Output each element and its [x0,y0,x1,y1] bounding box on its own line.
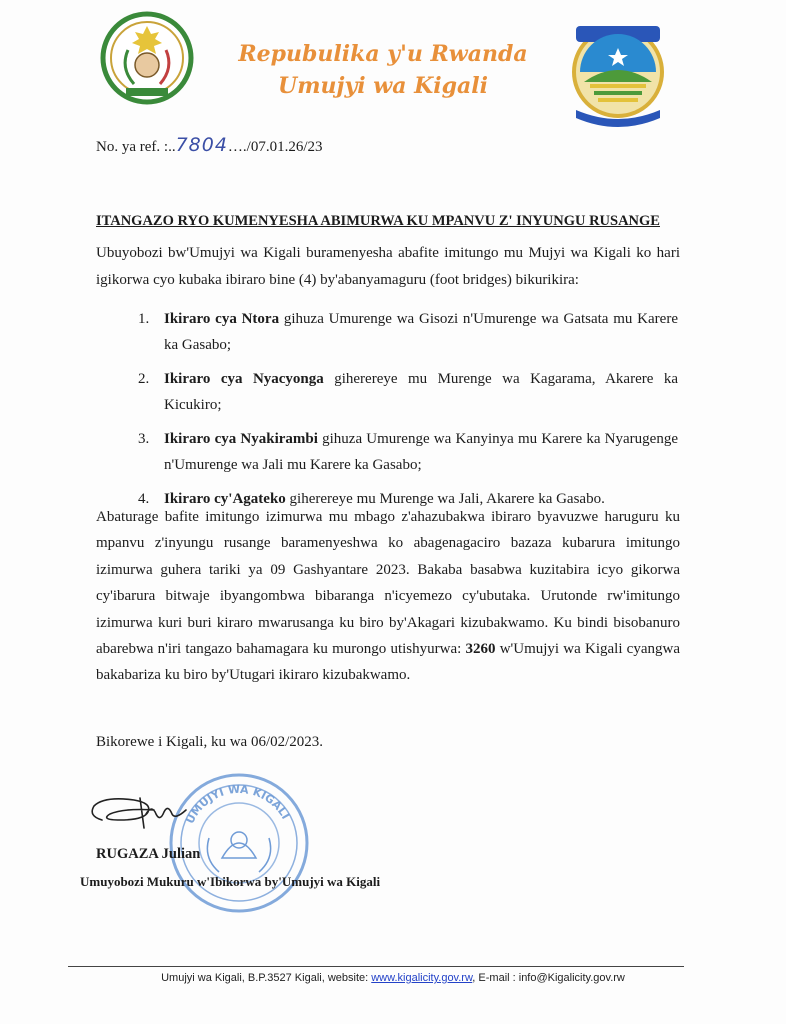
signer-title: Umuyobozi Mukuru w'Ibikorwa by'Umujyi wa Kigali [80,874,381,889]
footer-address: Umujyi wa Kigali, B.P.3527 Kigali, website: [161,972,372,984]
body-text-part1: Abaturage bafite imitungo izimurwa mu mbago z'ahazubakwa ibiraro byavuzwe haruguru ku mpanvu z'inyungu rusange baramenyeshwa ko abagenagaciro bazaza kubarura imitungo izimurwa guhera tariki ya 09 Gashyantare 2023. Bakaba basabwa kuzitabira icyo gikorwa cy'ibarura bitwaje ibyangombwa bibaranga n'icyemezo cy'ubutaka. Urutonde rw'imitungo izimurwa kuri buri kiraro mwarusanga ku biro by'Akagari kizubakwamo. Ku bindi bisobanuro abarebwa n'iri tangazo bahamagara ku murongo utishyurwa: [96,509,680,658]
rwanda-coat-of-arms-logo [98,10,196,110]
reference-number: No. ya ref. :..7804…./07.01.26/23 [96,134,323,156]
footer-email: , E-mail : info@Kigalicity.gov.rw [472,972,625,984]
kigali-city-logo [566,18,670,128]
bridge-description: gihuza Umurenge wa Kanyinya mu Karere ka Nyarugenge n'Umurenge wa Jali mu Karere ka Gasabo; [164,431,678,473]
header-city: Umujyi wa Kigali [278,73,488,99]
institution-header [218,38,548,102]
bridge-description: giherereye mu Murenge wa Jali, Akarere ka Gasabo. [285,491,605,507]
notice-heading: ITANGAZO RYO KUMENYESHA ABIMURWA KU MPANVU Z' INYUNGU RUSANGE [96,213,660,229]
bridge-name: Ikiraro cya Ntora [164,311,280,327]
body-text-part2: w'Umujyi wa Kigali cyangwa bakabariza ku biro by'Utugari ikiraro kizubakwamo. [96,641,680,684]
intro-paragraph: Ubuyobozi bw'Umujyi wa Kigali buramenyesha abafite imitungo mu Mujyi wa Kigali ko hari igikorwa cyo kubaka ibiraro bine (4) by'abanyamaguru (foot bridges) bikurikira: [96,245,680,288]
list-item [138,426,678,478]
list-number: 2. [138,371,150,387]
website-link[interactable]: www.kigalicity.gov.rw [371,972,473,984]
bridge-name: Ikiraro cya Nyacyonga [164,371,324,387]
bridge-description: gihuza Umurenge wa Gisozi n'Umurenge wa Gatsata mu Karere ka Gasabo; [164,311,678,353]
date-line: Bikorewe i Kigali, ku wa 06/02/2023. [96,734,324,750]
list-number: 1. [138,311,150,327]
signer-name: RUGAZA Julian [96,846,201,862]
list-item [138,366,678,418]
handwritten-signature [84,790,194,840]
list-item [138,306,678,358]
header-country: Repubulika y'u Rwanda [238,41,528,67]
reference-suffix: /07.01.26/23 [246,139,323,155]
list-number: 3. [138,431,150,447]
reference-label: No. ya ref. : [96,139,169,155]
bridge-list [138,306,678,520]
bridge-name: Ikiraro cy'Agateko [164,491,286,507]
stamp-text: UMUJYI WA KIGALI [183,782,293,826]
bridge-description: giherereye mu Murenge wa Kagarama, Akarere ka Kicukiro; [164,371,678,413]
handwritten-reference: 7804 [175,134,228,156]
footer [0,972,786,984]
bridge-name: Ikiraro cya Nyakirambi [164,431,318,447]
footer-divider [68,966,684,967]
toll-free-number: 3260 [465,641,496,658]
body-paragraph [96,504,680,689]
list-number: 4. [138,491,150,507]
